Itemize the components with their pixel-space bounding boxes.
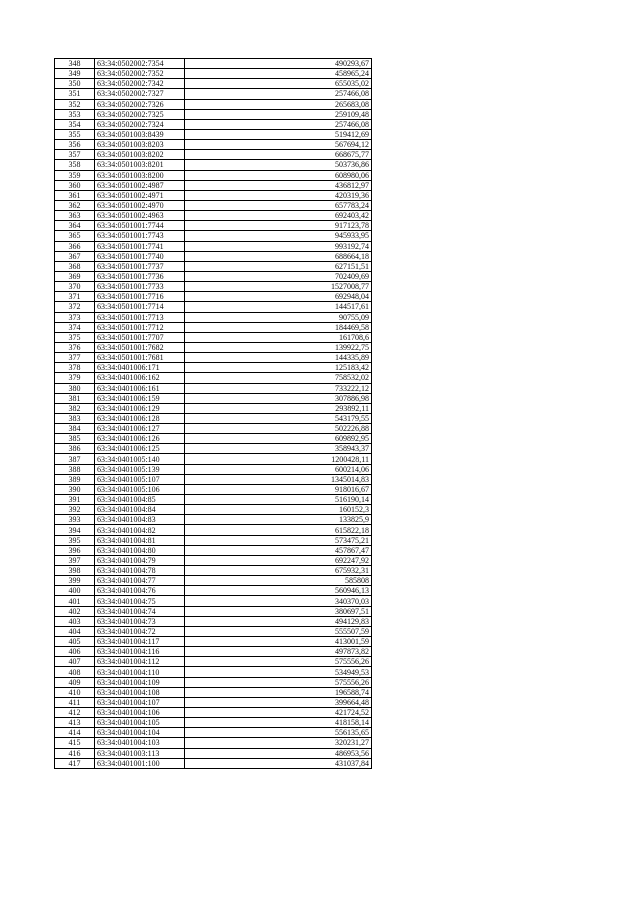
row-number-cell: 410 — [55, 687, 95, 697]
row-number-cell: 394 — [55, 525, 95, 535]
value-cell: 585808 — [185, 576, 372, 586]
value-cell: 399664,48 — [185, 697, 372, 707]
table-row — [55, 434, 372, 444]
table-row — [55, 576, 372, 586]
cadastral-number-cell: 63:34:0401004:82 — [95, 525, 185, 535]
cadastral-number-cell: 63:34:0401006:161 — [95, 383, 185, 393]
table-row — [55, 393, 372, 403]
value-cell: 615822,18 — [185, 525, 372, 535]
cadastral-number-cell: 63:34:0502002:7342 — [95, 79, 185, 89]
cadastral-number-cell: 63:34:0501003:8202 — [95, 150, 185, 160]
row-number-cell: 349 — [55, 69, 95, 79]
cadastral-number-cell: 63:34:0401005:140 — [95, 454, 185, 464]
table-row — [55, 626, 372, 636]
value-cell: 265683,08 — [185, 99, 372, 109]
table-row — [55, 708, 372, 718]
cadastral-number-cell: 63:34:0401004:84 — [95, 505, 185, 515]
value-cell: 560946,13 — [185, 586, 372, 596]
value-cell: 293892,11 — [185, 403, 372, 413]
table-row — [55, 190, 372, 200]
value-cell: 573475,21 — [185, 535, 372, 545]
value-cell: 420319,36 — [185, 190, 372, 200]
cadastral-number-cell: 63:34:0501001:7741 — [95, 241, 185, 251]
value-cell: 257466,08 — [185, 89, 372, 99]
value-cell: 413001,59 — [185, 637, 372, 647]
cadastral-number-cell: 63:34:0401004:105 — [95, 718, 185, 728]
cadastral-number-cell: 63:34:0502002:7326 — [95, 99, 185, 109]
cadastral-number-cell: 63:34:0401004:107 — [95, 697, 185, 707]
value-cell: 340370,03 — [185, 596, 372, 606]
cadastral-number-cell: 63:34:0401004:80 — [95, 545, 185, 555]
cadastral-number-cell: 63:34:0401004:76 — [95, 586, 185, 596]
table-row — [55, 413, 372, 423]
cadastral-number-cell: 63:34:0401006:128 — [95, 413, 185, 423]
row-number-cell: 415 — [55, 738, 95, 748]
value-cell: 144335,89 — [185, 353, 372, 363]
row-number-cell: 391 — [55, 495, 95, 505]
row-number-cell: 385 — [55, 434, 95, 444]
table-row — [55, 748, 372, 758]
cadastral-number-cell: 63:34:0501002:4963 — [95, 211, 185, 221]
row-number-cell: 350 — [55, 79, 95, 89]
cadastral-number-cell: 63:34:0401004:81 — [95, 535, 185, 545]
table-row — [55, 616, 372, 626]
table-row — [55, 119, 372, 129]
table-row — [55, 241, 372, 251]
value-cell: 125183,42 — [185, 363, 372, 373]
cadastral-number-cell: 63:34:0501001:7712 — [95, 322, 185, 332]
cadastral-number-cell: 63:34:0401004:85 — [95, 495, 185, 505]
row-number-cell: 379 — [55, 373, 95, 383]
table-row — [55, 332, 372, 342]
table-row — [55, 140, 372, 150]
cadastral-number-cell: 63:34:0501001:7744 — [95, 221, 185, 231]
table-row — [55, 261, 372, 271]
row-number-cell: 378 — [55, 363, 95, 373]
row-number-cell: 408 — [55, 667, 95, 677]
value-cell: 196588,74 — [185, 687, 372, 697]
table-row — [55, 758, 372, 768]
cadastral-number-cell: 63:34:0401004:103 — [95, 738, 185, 748]
table-row — [55, 59, 372, 69]
cadastral-number-cell: 63:34:0501003:8439 — [95, 129, 185, 139]
cadastral-number-cell: 63:34:0501001:7743 — [95, 231, 185, 241]
row-number-cell: 356 — [55, 140, 95, 150]
row-number-cell: 390 — [55, 484, 95, 494]
row-number-cell: 377 — [55, 353, 95, 363]
value-cell: 627151,51 — [185, 261, 372, 271]
row-number-cell: 363 — [55, 211, 95, 221]
table-row — [55, 687, 372, 697]
value-cell: 380697,51 — [185, 606, 372, 616]
value-cell: 600214,06 — [185, 464, 372, 474]
row-number-cell: 348 — [55, 59, 95, 69]
table-row — [55, 150, 372, 160]
row-number-cell: 416 — [55, 748, 95, 758]
cadastral-number-cell: 63:34:0401005:139 — [95, 464, 185, 474]
cadastral-number-cell: 63:34:0401005:107 — [95, 474, 185, 484]
table-row — [55, 738, 372, 748]
cadastral-number-cell: 63:34:0501003:8203 — [95, 140, 185, 150]
table-row — [55, 525, 372, 535]
row-number-cell: 397 — [55, 555, 95, 565]
value-cell: 945933,95 — [185, 231, 372, 241]
table-row — [55, 282, 372, 292]
row-number-cell: 399 — [55, 576, 95, 586]
cadastral-number-cell: 63:34:0401006:127 — [95, 424, 185, 434]
value-cell: 534949,53 — [185, 667, 372, 677]
row-number-cell: 361 — [55, 190, 95, 200]
value-cell: 657783,24 — [185, 200, 372, 210]
table-row — [55, 454, 372, 464]
table-row — [55, 535, 372, 545]
row-number-cell: 414 — [55, 728, 95, 738]
value-cell: 575556,26 — [185, 657, 372, 667]
row-number-cell: 396 — [55, 545, 95, 555]
table-row — [55, 657, 372, 667]
cadastral-number-cell: 63:34:0401004:104 — [95, 728, 185, 738]
table-row — [55, 596, 372, 606]
cadastral-number-cell: 63:34:0401006:129 — [95, 403, 185, 413]
value-cell: 556135,65 — [185, 728, 372, 738]
row-number-cell: 411 — [55, 697, 95, 707]
cadastral-number-cell: 63:34:0401004:83 — [95, 515, 185, 525]
row-number-cell: 375 — [55, 332, 95, 342]
value-cell: 418158,14 — [185, 718, 372, 728]
row-number-cell: 366 — [55, 241, 95, 251]
table-row — [55, 89, 372, 99]
row-number-cell: 392 — [55, 505, 95, 515]
row-number-cell: 403 — [55, 616, 95, 626]
cadastral-number-cell: 63:34:0401001:100 — [95, 758, 185, 768]
row-number-cell: 355 — [55, 129, 95, 139]
row-number-cell: 407 — [55, 657, 95, 667]
table-row — [55, 373, 372, 383]
table-row — [55, 211, 372, 221]
value-cell: 516190,14 — [185, 495, 372, 505]
cadastral-number-cell: 63:34:0401003:113 — [95, 748, 185, 758]
table-row — [55, 474, 372, 484]
row-number-cell: 401 — [55, 596, 95, 606]
value-cell: 259109,48 — [185, 109, 372, 119]
row-number-cell: 358 — [55, 160, 95, 170]
row-number-cell: 372 — [55, 302, 95, 312]
table-row — [55, 566, 372, 576]
value-cell: 692403,42 — [185, 211, 372, 221]
row-number-cell: 382 — [55, 403, 95, 413]
table-row — [55, 292, 372, 302]
cadastral-number-cell: 63:34:0501003:8200 — [95, 170, 185, 180]
row-number-cell: 417 — [55, 758, 95, 768]
table-row — [55, 586, 372, 596]
cadastral-number-cell: 63:34:0501002:4970 — [95, 200, 185, 210]
cadastral-number-cell: 63:34:0501001:7737 — [95, 261, 185, 271]
value-cell: 575556,26 — [185, 677, 372, 687]
row-number-cell: 383 — [55, 413, 95, 423]
row-number-cell: 365 — [55, 231, 95, 241]
row-number-cell: 351 — [55, 89, 95, 99]
value-cell: 609892,95 — [185, 434, 372, 444]
table-row — [55, 718, 372, 728]
row-number-cell: 380 — [55, 383, 95, 393]
table-row — [55, 515, 372, 525]
cadastral-number-cell: 63:34:0502002:7324 — [95, 119, 185, 129]
value-cell: 1345014,83 — [185, 474, 372, 484]
value-cell: 692247,92 — [185, 555, 372, 565]
table-row — [55, 79, 372, 89]
table-body — [55, 59, 372, 769]
table-row — [55, 606, 372, 616]
cadastral-number-cell: 63:34:0502002:7354 — [95, 59, 185, 69]
value-cell: 555507,59 — [185, 626, 372, 636]
table-row — [55, 697, 372, 707]
row-number-cell: 404 — [55, 626, 95, 636]
row-number-cell: 405 — [55, 637, 95, 647]
cadastral-number-cell: 63:34:0401006:126 — [95, 434, 185, 444]
cadastral-number-cell: 63:34:0401004:112 — [95, 657, 185, 667]
value-cell: 917123,78 — [185, 221, 372, 231]
value-cell: 608980,06 — [185, 170, 372, 180]
value-cell: 675932,31 — [185, 566, 372, 576]
table-row — [55, 383, 372, 393]
row-number-cell: 400 — [55, 586, 95, 596]
cadastral-number-cell: 63:34:0401004:78 — [95, 566, 185, 576]
table-row — [55, 403, 372, 413]
row-number-cell: 357 — [55, 150, 95, 160]
cadastral-number-cell: 63:34:0501001:7682 — [95, 342, 185, 352]
value-cell: 519412,69 — [185, 129, 372, 139]
cadastral-number-cell: 63:34:0501003:8201 — [95, 160, 185, 170]
cadastral-number-cell: 63:34:0501001:7736 — [95, 271, 185, 281]
table-row — [55, 200, 372, 210]
table-row — [55, 677, 372, 687]
row-number-cell: 353 — [55, 109, 95, 119]
value-cell: 668675,77 — [185, 150, 372, 160]
row-number-cell: 402 — [55, 606, 95, 616]
cadastral-number-cell: 63:34:0501001:7733 — [95, 282, 185, 292]
row-number-cell: 384 — [55, 424, 95, 434]
row-number-cell: 413 — [55, 718, 95, 728]
cadastral-number-cell: 63:34:0401004:79 — [95, 555, 185, 565]
cadastral-number-cell: 63:34:0501002:4987 — [95, 180, 185, 190]
value-cell: 457867,47 — [185, 545, 372, 555]
value-cell: 494129,83 — [185, 616, 372, 626]
cadastral-number-cell: 63:34:0401006:171 — [95, 363, 185, 373]
value-cell: 307886,98 — [185, 393, 372, 403]
row-number-cell: 376 — [55, 342, 95, 352]
table-row — [55, 312, 372, 322]
table-row — [55, 647, 372, 657]
row-number-cell: 388 — [55, 464, 95, 474]
table-row — [55, 637, 372, 647]
cadastral-number-cell: 63:34:0502002:7327 — [95, 89, 185, 99]
value-cell: 1200428,11 — [185, 454, 372, 464]
table-row — [55, 109, 372, 119]
row-number-cell: 398 — [55, 566, 95, 576]
value-cell: 436812,97 — [185, 180, 372, 190]
table-row — [55, 69, 372, 79]
value-cell: 184469,58 — [185, 322, 372, 332]
table-row — [55, 251, 372, 261]
cadastral-number-cell: 63:34:0401004:72 — [95, 626, 185, 636]
cadastral-number-cell: 63:34:0401006:159 — [95, 393, 185, 403]
row-number-cell: 387 — [55, 454, 95, 464]
row-number-cell: 386 — [55, 444, 95, 454]
table-row — [55, 555, 372, 565]
table-row — [55, 444, 372, 454]
row-number-cell: 389 — [55, 474, 95, 484]
value-cell: 144517,61 — [185, 302, 372, 312]
value-cell: 993192,74 — [185, 241, 372, 251]
value-cell: 758532,02 — [185, 373, 372, 383]
value-cell: 543179,55 — [185, 413, 372, 423]
cadastral-number-cell: 63:34:0401004:117 — [95, 637, 185, 647]
value-cell: 567694,12 — [185, 140, 372, 150]
row-number-cell: 370 — [55, 282, 95, 292]
cadastral-number-cell: 63:34:0401004:74 — [95, 606, 185, 616]
value-cell: 486953,56 — [185, 748, 372, 758]
value-cell: 503736,86 — [185, 160, 372, 170]
value-cell: 497873,82 — [185, 647, 372, 657]
table-row — [55, 545, 372, 555]
row-number-cell: 395 — [55, 535, 95, 545]
cadastral-number-cell: 63:34:0502002:7325 — [95, 109, 185, 119]
row-number-cell: 360 — [55, 180, 95, 190]
table-row — [55, 495, 372, 505]
value-cell: 90755,09 — [185, 312, 372, 322]
cadastral-number-cell: 63:34:0501001:7716 — [95, 292, 185, 302]
value-cell: 1527008,77 — [185, 282, 372, 292]
table-row — [55, 667, 372, 677]
table-row — [55, 728, 372, 738]
value-cell: 139922,75 — [185, 342, 372, 352]
table-row — [55, 180, 372, 190]
value-cell: 733222,12 — [185, 383, 372, 393]
table-row — [55, 505, 372, 515]
table-row — [55, 231, 372, 241]
value-cell: 490293,67 — [185, 59, 372, 69]
value-cell: 257466,08 — [185, 119, 372, 129]
table-row — [55, 302, 372, 312]
table-row — [55, 322, 372, 332]
row-number-cell: 409 — [55, 677, 95, 687]
value-cell: 688664,18 — [185, 251, 372, 261]
table-row — [55, 464, 372, 474]
value-cell: 421724,52 — [185, 708, 372, 718]
table-row — [55, 99, 372, 109]
cadastral-number-cell: 63:34:0401004:106 — [95, 708, 185, 718]
value-cell: 655035,02 — [185, 79, 372, 89]
value-cell: 692948,04 — [185, 292, 372, 302]
cadastral-number-cell: 63:34:0401004:108 — [95, 687, 185, 697]
row-number-cell: 362 — [55, 200, 95, 210]
value-cell: 502226,88 — [185, 424, 372, 434]
row-number-cell: 352 — [55, 99, 95, 109]
cadastral-number-cell: 63:34:0502002:7352 — [95, 69, 185, 79]
row-number-cell: 368 — [55, 261, 95, 271]
cadastral-number-cell: 63:34:0401004:75 — [95, 596, 185, 606]
table-row — [55, 170, 372, 180]
cadastral-number-cell: 63:34:0501001:7740 — [95, 251, 185, 261]
value-cell: 918016,67 — [185, 484, 372, 494]
table-row — [55, 484, 372, 494]
cadastral-number-cell: 63:34:0401004:73 — [95, 616, 185, 626]
table-row — [55, 271, 372, 281]
row-number-cell: 373 — [55, 312, 95, 322]
row-number-cell: 393 — [55, 515, 95, 525]
table-row — [55, 363, 372, 373]
value-cell: 133825,9 — [185, 515, 372, 525]
value-cell: 702409,69 — [185, 271, 372, 281]
value-cell: 458965,24 — [185, 69, 372, 79]
cadastral-value-table — [54, 58, 372, 769]
row-number-cell: 354 — [55, 119, 95, 129]
cadastral-number-cell: 63:34:0501001:7707 — [95, 332, 185, 342]
row-number-cell: 371 — [55, 292, 95, 302]
row-number-cell: 367 — [55, 251, 95, 261]
row-number-cell: 369 — [55, 271, 95, 281]
cadastral-number-cell: 63:34:0401004:116 — [95, 647, 185, 657]
table-row — [55, 342, 372, 352]
cadastral-number-cell: 63:34:0401006:162 — [95, 373, 185, 383]
row-number-cell: 406 — [55, 647, 95, 657]
row-number-cell: 374 — [55, 322, 95, 332]
table-row — [55, 129, 372, 139]
row-number-cell: 412 — [55, 708, 95, 718]
value-cell: 320231,27 — [185, 738, 372, 748]
cadastral-number-cell: 63:34:0401005:106 — [95, 484, 185, 494]
row-number-cell: 364 — [55, 221, 95, 231]
table-row — [55, 424, 372, 434]
cadastral-number-cell: 63:34:0501001:7681 — [95, 353, 185, 363]
cadastral-number-cell: 63:34:0401006:125 — [95, 444, 185, 454]
cadastral-number-cell: 63:34:0401004:110 — [95, 667, 185, 677]
row-number-cell: 359 — [55, 170, 95, 180]
cadastral-number-cell: 63:34:0501001:7713 — [95, 312, 185, 322]
value-cell: 161708,6 — [185, 332, 372, 342]
value-cell: 160152,3 — [185, 505, 372, 515]
row-number-cell: 381 — [55, 393, 95, 403]
table-row — [55, 221, 372, 231]
cadastral-number-cell: 63:34:0401004:77 — [95, 576, 185, 586]
value-cell: 358943,37 — [185, 444, 372, 454]
table-row — [55, 353, 372, 363]
value-cell: 431037,84 — [185, 758, 372, 768]
cadastral-number-cell: 63:34:0501001:7714 — [95, 302, 185, 312]
cadastral-number-cell: 63:34:0501002:4971 — [95, 190, 185, 200]
table-row — [55, 160, 372, 170]
cadastral-number-cell: 63:34:0401004:109 — [95, 677, 185, 687]
